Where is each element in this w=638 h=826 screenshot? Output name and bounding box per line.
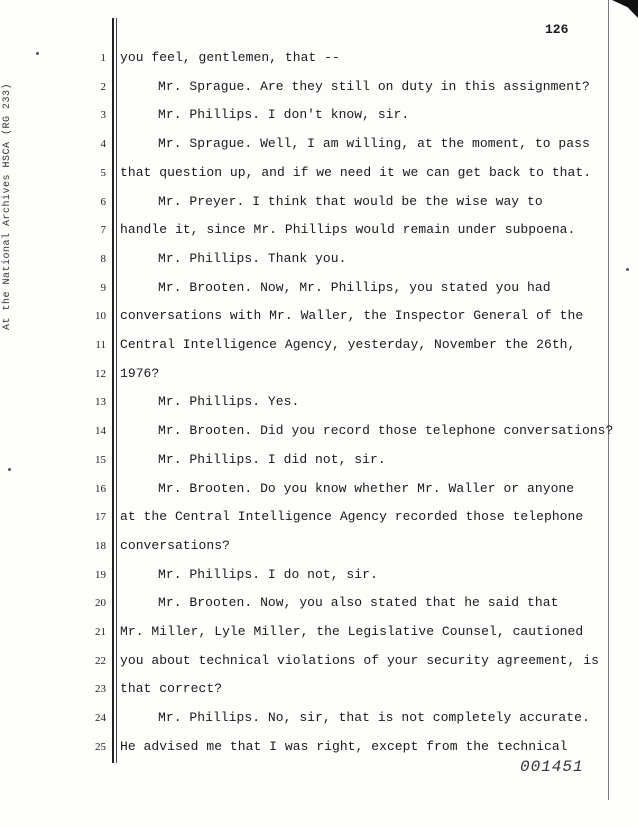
transcript-line: Mr. Phillips. I did not, sir. bbox=[158, 451, 386, 467]
transcript-line: Mr. Sprague. Well, I am willing, at the moment, to pass bbox=[158, 136, 590, 152]
scan-speck bbox=[36, 52, 39, 55]
scan-speck bbox=[626, 268, 629, 271]
line-number: 16 bbox=[95, 482, 106, 495]
transcript-line: Mr. Brooten. Now, you also stated that he said that bbox=[158, 595, 559, 611]
transcript-line: Mr. Brooten. Did you record those telephone conversations? bbox=[158, 423, 614, 439]
line-number: 2 bbox=[100, 80, 106, 93]
transcript-line: He advised me that I was right, except from the technical bbox=[120, 738, 568, 754]
line-number: 8 bbox=[100, 252, 106, 265]
scan-speck bbox=[8, 468, 11, 471]
transcript-line: Mr. Miller, Lyle Miller, the Legislative Counsel, cautioned bbox=[120, 624, 584, 639]
left-margin-rule bbox=[112, 18, 114, 763]
line-number: 4 bbox=[100, 138, 106, 151]
line-number: 24 bbox=[95, 712, 106, 725]
line-number: 12 bbox=[95, 367, 106, 380]
transcript-line: Mr. Phillips. I don't know, sir. bbox=[158, 107, 410, 123]
transcript-line: you about technical violations of your security agreement, is bbox=[120, 652, 599, 668]
transcript-line: handle it, since Mr. Phillips would remain under subpoena. bbox=[120, 222, 576, 238]
bates-number: 001451 bbox=[520, 758, 584, 776]
transcript-line: at the Central Intelligence Agency recorded those telephone bbox=[120, 509, 584, 525]
transcript-line: Mr. Phillips. No, sir, that is not completely accurate. bbox=[158, 710, 590, 726]
line-number: 23 bbox=[95, 683, 106, 696]
line-number: 10 bbox=[95, 310, 106, 323]
transcript-line: Mr. Phillips. Yes. bbox=[158, 394, 300, 410]
line-number: 15 bbox=[95, 453, 106, 466]
line-number: 22 bbox=[95, 654, 106, 667]
line-number: 5 bbox=[100, 166, 106, 179]
transcript-line: Central Intelligence Agency, yesterday, November the 26th, bbox=[120, 337, 576, 352]
transcript-line: Mr. Preyer. I think that would be the wise way to bbox=[158, 193, 543, 209]
transcript-line: Mr. Phillips. I do not, sir. bbox=[158, 566, 378, 582]
transcript-line: 1976? bbox=[120, 365, 160, 381]
transcript-line: you feel, gentlemen, that -- bbox=[120, 50, 340, 65]
line-number: 25 bbox=[95, 740, 106, 753]
transcript-line: that question up, and if we need it we can get back to that. bbox=[120, 164, 592, 180]
line-number: 1 bbox=[100, 52, 106, 64]
transcript-line: Mr. Brooten. Now, Mr. Phillips, you stated you had bbox=[158, 279, 551, 295]
line-number: 21 bbox=[95, 626, 106, 638]
line-number: 17 bbox=[95, 511, 106, 524]
line-number: 13 bbox=[95, 396, 106, 409]
line-number: 3 bbox=[100, 109, 106, 122]
line-number: 14 bbox=[95, 425, 106, 438]
page-number: 126 bbox=[545, 22, 569, 37]
transcript-line: Mr. Brooten. Do you know whether Mr. Waller or anyone bbox=[158, 480, 575, 496]
left-margin-rule-inner bbox=[116, 18, 117, 763]
transcript-line: conversations with Mr. Waller, the Inspector General of the bbox=[120, 308, 584, 324]
line-number: 9 bbox=[100, 281, 106, 294]
line-number: 6 bbox=[100, 195, 106, 208]
line-number: 11 bbox=[95, 339, 106, 351]
transcript-line: conversations? bbox=[120, 537, 230, 553]
line-number: 20 bbox=[95, 597, 106, 610]
line-number: 18 bbox=[95, 539, 106, 552]
transcript-line: that correct? bbox=[120, 681, 223, 697]
right-margin-rule bbox=[608, 0, 609, 800]
archive-margin-stamp: At the National Archives HSCA (RG 233) bbox=[2, 82, 13, 330]
scan-corner-mark bbox=[612, 0, 638, 18]
line-number: 7 bbox=[100, 224, 106, 237]
line-number: 19 bbox=[95, 568, 106, 581]
transcript-line: Mr. Sprague. Are they still on duty in this assignment? bbox=[158, 78, 590, 94]
transcript-line: Mr. Phillips. Thank you. bbox=[158, 250, 347, 266]
